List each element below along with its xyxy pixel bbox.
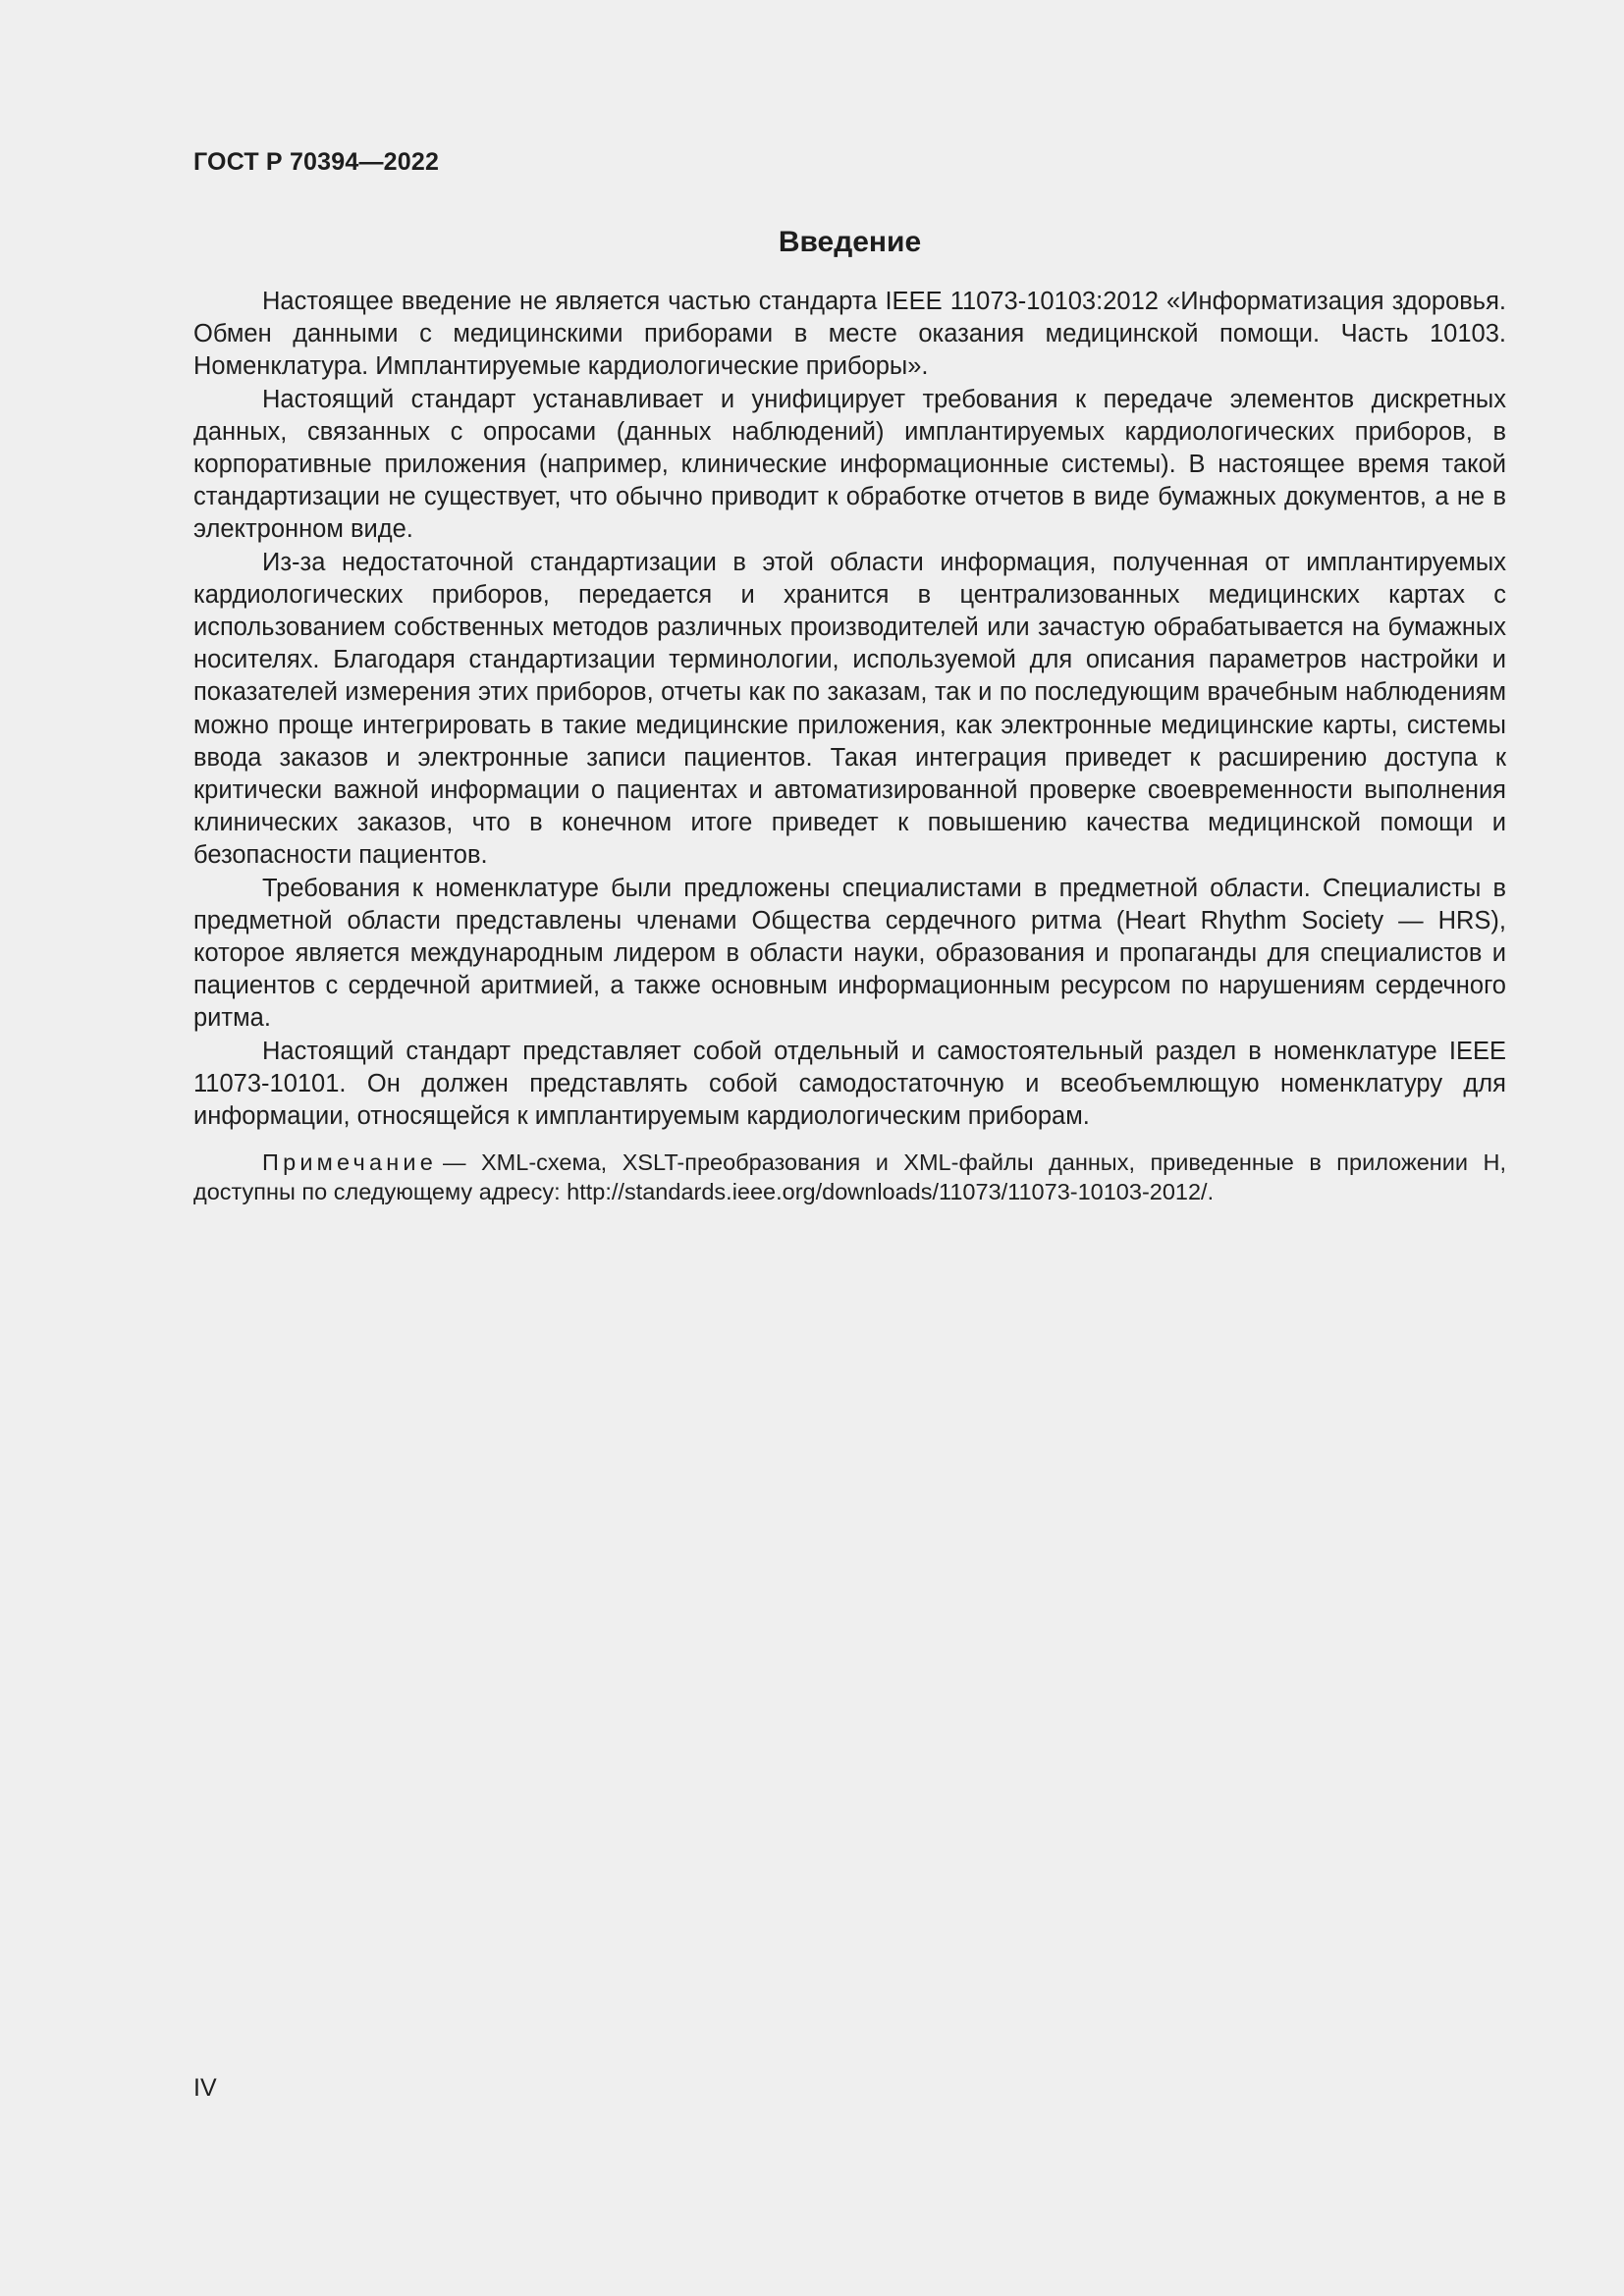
note-block [193, 1148, 1506, 1206]
section-title: Введение [778, 226, 922, 258]
section-body [193, 286, 1506, 1206]
paragraph-standard-purpose: Настоящий стандарт устанавливает и унифицирует требования к передаче элементов дискретных данных, связанных с опросами (данных наблюдений) имплантируемых кардиологических приборов, в корпоративные приложения (например, клинические информационные системы). В настоящее время такой стандартизации не существует, что обычно приводит к обработке отчетов в виде бумажных документов, а не в электронном виде. [193, 385, 1506, 544]
paragraph-standardization-benefits: Из-за недостаточной стандартизации в этой области информация, полученная от имплантируемых кардиологических приборов, передается и хранится в централизованных медицинских картах с использованием собственных методов различных производителей или зачастую обрабатывается на бумажных носителях. Благодаря стандартизации терминологии, используемой для описания параметров настройки и показателей измерения этих приборов, отчеты как по заказам, так и по последующим врачебным наблюдениям можно проще интегрировать в такие медицинские приложения, как электронные медицинские карты, системы ввода заказов и электронные записи пациентов. Такая интеграция приведет к расширению доступа к критически важной информации о пациентах и автоматизированной проверке своевременности выполнения клинических заказов, что в конечном итоге приведет к повышению качества медицинской помощи и безопасности пациентов. [193, 548, 1506, 870]
note-label: Примечание [262, 1149, 438, 1176]
document-code-header: ГОСТ Р 70394—2022 [193, 148, 440, 176]
paragraph-standard-section: Настоящий стандарт представляет собой отдельный и самостоятельный раздел в номенклатуре IEEE 11073-10101. Он должен представлять собой самодостаточную и всеобъемлющую номенклатуру для информации, относящейся к имплантируемым кардиологическим приборам. [193, 1037, 1506, 1131]
paragraph-intro-scope: Настоящее введение не является частью стандарта IEEE 11073-10103:2012 «Информатизация здоровья. Обмен данными с медицинскими приборами в месте оказания медицинской помощи. Часть 10103. Номенклатура. Имплантируемые кардиологические приборы». [193, 288, 1506, 381]
paragraph-nomenclature-requirements: Требования к номенклатуре были предложены специалистами в предметной области. Специалисты в предметной области представлены членами Общества сердечного ритма (Heart Rhythm Society — HRS), которое является международным лидером в области науки, образования и пропаганды для специалистов и пациентов с сердечной аритмией, а также основным информационным ресурсом по нарушениям сердечного ритма. [193, 874, 1506, 1033]
note-text: — XML-схема, XSLT-преобразования и XML-файлы данных, приведенные в приложении H, доступны по следующему адресу: http://standards.ieee.org/downloads/11073/11073-10103-2012/. [193, 1149, 1506, 1205]
page-number: IV [193, 2074, 217, 2102]
